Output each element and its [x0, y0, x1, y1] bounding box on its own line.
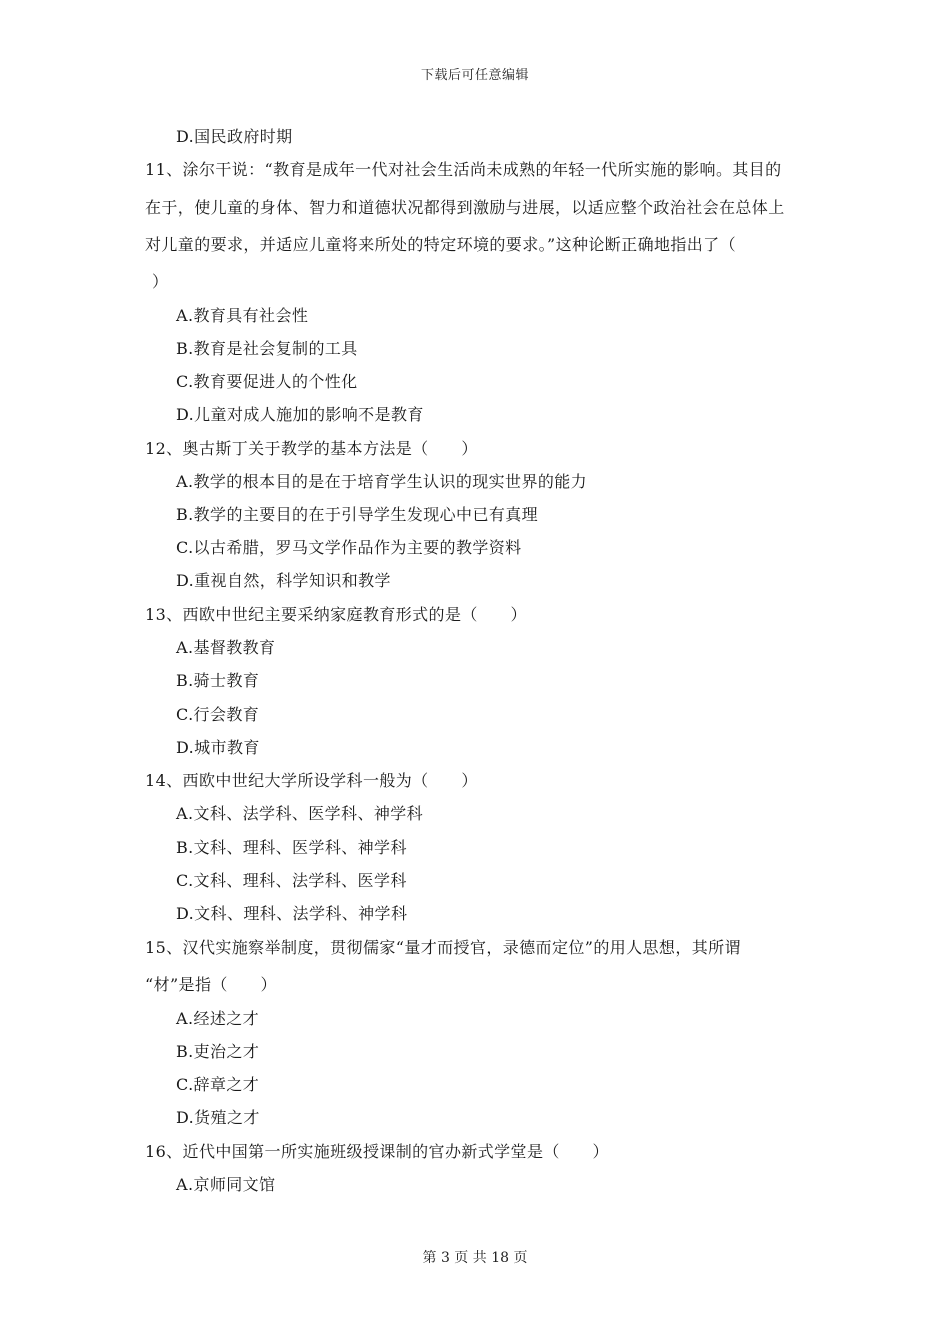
option-b-q15: B.吏治之才 — [176, 1042, 260, 1061]
question-14-stem: 14、西欧中世纪大学所设学科一般为（ ） — [145, 771, 478, 790]
option-a-q16: A.京师同文馆 — [176, 1175, 276, 1194]
option-c-q12: C.以古希腊，罗马文学作品作为主要的教学资料 — [176, 538, 522, 557]
question-12-stem: 12、奥古斯丁关于教学的基本方法是（ ） — [145, 439, 478, 458]
option-c-q14: C.文科、理科、法学科、医学科 — [176, 871, 407, 890]
question-16-stem: 16、近代中国第一所实施班级授课制的官办新式学堂是（ ） — [145, 1142, 609, 1161]
option-d-q15: D.货殖之才 — [176, 1108, 260, 1127]
option-a-q13: A.基督教教育 — [176, 638, 276, 657]
question-15-stem-line2: “材”是指（ ） — [145, 975, 277, 994]
option-b-q12: B.教学的主要目的在于引导学生发现心中已有真理 — [176, 505, 539, 524]
question-11-stem: 11、涂尔干说：“教育是成年一代对社会生活尚未成熟的年轻一代所实施的影响。其目的 — [145, 160, 782, 179]
page-footer: 第 3 页 共 18 页 — [422, 1250, 528, 1266]
option-a-q14: A.文科、法学科、医学科、神学科 — [176, 804, 424, 823]
option-d-q10: D.国民政府时期 — [176, 127, 293, 146]
question-15-stem: 15、汉代实施察举制度，贯彻儒家“量才而授官，录德而定位”的用人思想，其所谓 — [145, 938, 741, 957]
option-c-q15: C.辞章之才 — [176, 1075, 260, 1094]
option-a-q12: A.教学的根本目的是在于培育学生认识的现实世界的能力 — [176, 472, 588, 491]
question-11-stem-line2: 在于，使儿童的身体、智力和道德状况都得到激励与进展，以适应整个政治社会在总体上 — [145, 198, 785, 217]
option-b-q14: B.文科、理科、医学科、神学科 — [176, 838, 407, 857]
option-d-q12: D.重视自然，科学知识和教学 — [176, 571, 391, 590]
option-d-q14: D.文科、理科、法学科、神学科 — [176, 904, 408, 923]
question-11-stem-line4: ） — [152, 272, 169, 291]
option-a-q15: A.经述之才 — [176, 1009, 260, 1028]
option-b-q13: B.骑士教育 — [176, 671, 260, 690]
option-d-q13: D.城市教育 — [176, 738, 260, 757]
option-b-q11: B.教育是社会复制的工具 — [176, 339, 358, 358]
option-a-q11: A.教育具有社会性 — [176, 306, 309, 325]
question-11-stem-line3: 对儿童的要求，并适应儿童将来所处的特定环境的要求。”这种论断正确地指出了（ — [145, 235, 736, 254]
question-13-stem: 13、西欧中世纪主要采纳家庭教育形式的是（ ） — [145, 605, 527, 624]
option-c-q13: C.行会教育 — [176, 705, 260, 724]
page-header: 下载后可任意编辑 — [420, 68, 529, 83]
option-c-q11: C.教育要促进人的个性化 — [176, 372, 358, 391]
option-d-q11: D.儿童对成人施加的影响不是教育 — [176, 405, 424, 424]
